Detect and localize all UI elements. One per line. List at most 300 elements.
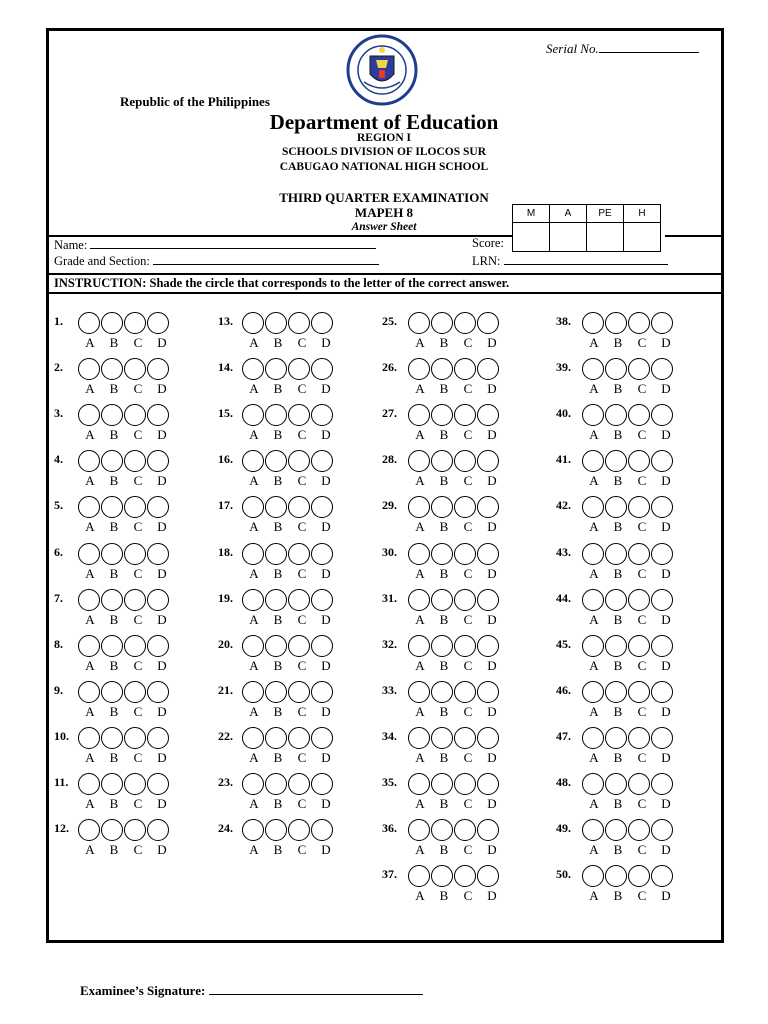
choice-letters [582,381,678,397]
answer-bubble-c[interactable] [288,358,310,380]
choice-letter: D [487,566,497,581]
choice-letter: B [613,381,623,396]
choice-letters [242,612,338,628]
answer-bubble-b[interactable] [265,773,287,795]
question-number: 18. [218,545,233,559]
answer-bubble-b[interactable] [101,589,123,611]
answer-bubble-b[interactable] [605,727,627,749]
answer-bubble-a[interactable] [78,404,100,426]
answer-bubble-a[interactable] [582,681,604,703]
answer-bubble-a[interactable] [78,681,100,703]
answer-bubble-a[interactable] [242,773,264,795]
answer-item [382,635,532,679]
answer-bubble-c[interactable] [454,773,476,795]
answer-bubble-c[interactable] [454,865,476,887]
choice-letter: D [661,658,671,673]
choice-letter: A [589,566,599,581]
choice-letters [242,658,338,674]
answer-bubble-c[interactable] [124,404,146,426]
answer-bubble-b[interactable] [605,589,627,611]
answer-bubble-b[interactable] [431,496,453,518]
answer-bubble-b[interactable] [101,819,123,841]
answer-bubble-a[interactable] [242,727,264,749]
department-title: Department of Education [269,110,499,134]
answer-bubble-b[interactable] [101,404,123,426]
choice-letter: B [109,473,119,488]
answer-bubble-a[interactable] [408,819,430,841]
answer-bubble-a[interactable] [582,543,604,565]
answer-bubble-b[interactable] [431,404,453,426]
choice-letter: D [157,796,167,811]
answer-item [218,496,368,540]
answer-bubble-d[interactable] [651,635,673,657]
answer-bubble-c[interactable] [628,819,650,841]
answer-bubble-c[interactable] [288,543,310,565]
answer-bubble-c[interactable] [628,727,650,749]
answer-bubble-a[interactable] [582,819,604,841]
answer-item [54,358,204,402]
answer-bubble-c[interactable] [628,450,650,472]
component-score-cell[interactable] [513,223,550,252]
answer-bubble-c[interactable] [288,496,310,518]
answer-bubble-a[interactable] [242,543,264,565]
answer-bubble-d[interactable] [477,773,499,795]
answer-bubble-b[interactable] [265,496,287,518]
question-number: 31. [382,591,397,605]
answer-bubble-c[interactable] [454,312,476,334]
choice-letter: D [157,473,167,488]
answer-bubble-a[interactable] [78,819,100,841]
answer-bubble-a[interactable] [408,543,430,565]
answer-bubble-a[interactable] [242,589,264,611]
answer-bubble-c[interactable] [288,404,310,426]
choice-letter: B [613,658,623,673]
answer-bubble-b[interactable] [265,358,287,380]
choice-letter: C [133,335,143,350]
choice-letter: B [439,658,449,673]
question-number: 17. [218,498,233,512]
answer-bubble-c[interactable] [454,404,476,426]
answer-bubble-a[interactable] [242,635,264,657]
answer-bubble-a[interactable] [78,450,100,472]
answer-bubble-b[interactable] [431,450,453,472]
answer-bubble-c[interactable] [124,635,146,657]
answer-bubble-d[interactable] [651,819,673,841]
answer-item [382,358,532,402]
choice-letter: C [297,612,307,627]
choice-letter: A [249,796,259,811]
answer-bubble-b[interactable] [431,312,453,334]
answer-bubble-a[interactable] [582,635,604,657]
answer-bubble-b[interactable] [265,543,287,565]
choice-letters [408,842,504,858]
answer-bubble-b[interactable] [605,404,627,426]
answer-bubble-c[interactable] [124,681,146,703]
answer-bubble-a[interactable] [408,635,430,657]
choice-letters [582,473,678,489]
answer-bubble-b[interactable] [605,312,627,334]
answer-bubble-c[interactable] [628,312,650,334]
answer-bubble-b[interactable] [431,865,453,887]
answer-bubble-d[interactable] [147,543,169,565]
answer-bubble-d[interactable] [477,681,499,703]
answer-bubble-a[interactable] [582,773,604,795]
answer-bubble-a[interactable] [582,727,604,749]
component-score-cell[interactable] [587,223,624,252]
choice-letter: C [297,335,307,350]
answer-item [382,496,532,540]
choice-letter: A [589,473,599,488]
grade-section-blank[interactable] [153,252,379,265]
answer-bubble-d[interactable] [311,450,333,472]
answer-bubble-d[interactable] [651,496,673,518]
choice-letter: B [109,335,119,350]
answer-bubble-d[interactable] [651,589,673,611]
answer-bubble-b[interactable] [265,589,287,611]
answer-bubble-a[interactable] [582,589,604,611]
answer-bubble-c[interactable] [288,727,310,749]
choice-letter: B [439,796,449,811]
choice-letter: D [157,335,167,350]
choice-letters [408,519,504,535]
answer-bubble-d[interactable] [311,681,333,703]
answer-bubble-d[interactable] [477,589,499,611]
answer-bubble-c[interactable] [628,589,650,611]
choice-bubbles [408,358,499,380]
answer-bubble-b[interactable] [431,773,453,795]
answer-bubble-b[interactable] [265,727,287,749]
answer-bubble-d[interactable] [651,312,673,334]
question-number: 46. [556,683,571,697]
choice-letter: C [463,381,473,396]
name-field [54,236,376,253]
answer-bubble-d[interactable] [651,773,673,795]
signature-blank[interactable] [209,982,423,995]
answer-bubble-d[interactable] [311,543,333,565]
answer-bubble-b[interactable] [431,635,453,657]
choice-bubbles [582,865,673,887]
choice-bubbles [242,589,333,611]
answer-bubble-a[interactable] [408,727,430,749]
answer-bubble-d[interactable] [477,543,499,565]
question-number: 47. [556,729,571,743]
answer-bubble-a[interactable] [408,404,430,426]
choice-letters [242,381,338,397]
choice-letter: C [463,566,473,581]
answer-bubble-d[interactable] [311,773,333,795]
score-field [472,236,504,251]
answer-bubble-d[interactable] [311,358,333,380]
answer-bubble-a[interactable] [582,496,604,518]
answer-bubble-d[interactable] [311,312,333,334]
question-number: 37. [382,867,397,881]
answer-bubble-b[interactable] [101,496,123,518]
answer-bubble-d[interactable] [147,727,169,749]
answer-bubble-d[interactable] [311,635,333,657]
choice-letter: D [157,427,167,442]
answer-bubble-c[interactable] [628,865,650,887]
answer-bubble-b[interactable] [101,358,123,380]
answer-bubble-c[interactable] [454,727,476,749]
answer-item [556,635,706,679]
answer-bubble-c[interactable] [124,450,146,472]
answer-bubble-c[interactable] [454,543,476,565]
choice-letters [242,704,338,720]
answer-bubble-c[interactable] [124,773,146,795]
subject-title: MAPEH 8 [354,205,414,220]
choice-letter: C [297,566,307,581]
component-score-cell[interactable] [550,223,587,252]
choice-letter: A [589,842,599,857]
answer-bubble-c[interactable] [628,358,650,380]
answer-bubble-d[interactable] [147,450,169,472]
choice-letter: A [85,335,95,350]
answer-bubble-b[interactable] [605,635,627,657]
choice-letter: B [109,519,119,534]
name-blank[interactable] [90,236,376,249]
answer-item [382,543,532,587]
answer-bubble-d[interactable] [311,589,333,611]
answer-bubble-b[interactable] [101,450,123,472]
answer-bubble-d[interactable] [477,865,499,887]
answer-bubble-c[interactable] [628,543,650,565]
answer-bubble-a[interactable] [242,450,264,472]
answer-bubble-c[interactable] [454,496,476,518]
answer-bubble-a[interactable] [78,358,100,380]
answer-bubble-d[interactable] [477,312,499,334]
choice-letters [78,658,174,674]
answer-sheet-label: Answer Sheet [351,221,417,233]
answer-item [556,312,706,356]
answer-bubble-c[interactable] [628,635,650,657]
answer-bubble-b[interactable] [605,496,627,518]
answer-bubble-a[interactable] [408,681,430,703]
answer-bubble-a[interactable] [78,773,100,795]
answer-bubble-b[interactable] [265,635,287,657]
choice-letter: A [415,519,425,534]
choice-letter: B [613,796,623,811]
answer-bubble-b[interactable] [265,450,287,472]
question-number: 50. [556,867,571,881]
choice-letter: A [415,704,425,719]
answer-bubble-d[interactable] [147,681,169,703]
answer-bubble-c[interactable] [288,312,310,334]
grade-section-label: Grade and Section: [54,254,150,268]
serial-blank[interactable] [599,40,699,53]
answer-bubble-c[interactable] [288,589,310,611]
answer-bubble-d[interactable] [147,589,169,611]
answer-bubble-b[interactable] [431,543,453,565]
answer-bubble-c[interactable] [124,496,146,518]
answer-bubble-a[interactable] [78,635,100,657]
answer-bubble-c[interactable] [124,819,146,841]
answer-bubble-a[interactable] [408,496,430,518]
question-number: 41. [556,452,571,466]
answer-bubble-b[interactable] [605,819,627,841]
answer-bubble-c[interactable] [288,819,310,841]
answer-bubble-c[interactable] [124,727,146,749]
answer-bubble-c[interactable] [628,681,650,703]
choice-bubbles [408,727,499,749]
answer-bubble-d[interactable] [147,819,169,841]
school-label: CABUGAO NATIONAL HIGH SCHOOL [279,161,489,173]
answer-bubble-d[interactable] [147,312,169,334]
answer-bubble-b[interactable] [431,819,453,841]
answer-bubble-b[interactable] [431,681,453,703]
answer-bubble-d[interactable] [651,865,673,887]
answer-bubble-c[interactable] [124,589,146,611]
answer-bubble-c[interactable] [124,312,146,334]
answer-bubble-c[interactable] [454,450,476,472]
answer-bubble-d[interactable] [311,404,333,426]
answer-bubble-a[interactable] [582,358,604,380]
answer-bubble-d[interactable] [147,496,169,518]
answer-bubble-d[interactable] [147,358,169,380]
answer-bubble-a[interactable] [78,589,100,611]
answer-bubble-c[interactable] [288,773,310,795]
answer-bubble-c[interactable] [288,681,310,703]
choice-bubbles [78,358,169,380]
answer-bubble-d[interactable] [477,635,499,657]
answer-bubble-d[interactable] [147,635,169,657]
answer-bubble-b[interactable] [431,727,453,749]
choice-letter: D [321,612,331,627]
answer-bubble-d[interactable] [651,727,673,749]
answer-bubble-a[interactable] [242,312,264,334]
answer-bubble-d[interactable] [477,358,499,380]
answer-bubble-c[interactable] [454,358,476,380]
answer-item [54,450,204,494]
answer-bubble-c[interactable] [454,589,476,611]
question-number: 27. [382,406,397,420]
answer-bubble-b[interactable] [605,358,627,380]
answer-bubble-d[interactable] [477,727,499,749]
answer-bubble-c[interactable] [288,450,310,472]
answer-bubble-b[interactable] [101,727,123,749]
answer-bubble-b[interactable] [605,773,627,795]
answer-bubble-a[interactable] [78,543,100,565]
choice-bubbles [582,543,673,565]
answer-bubble-b[interactable] [101,681,123,703]
answer-bubble-b[interactable] [101,312,123,334]
answer-bubble-c[interactable] [124,543,146,565]
answer-bubble-d[interactable] [651,358,673,380]
answer-bubble-a[interactable] [408,358,430,380]
answer-bubble-c[interactable] [454,819,476,841]
answer-bubble-d[interactable] [477,496,499,518]
answer-bubble-a[interactable] [582,404,604,426]
answer-bubble-b[interactable] [101,543,123,565]
choice-letter: C [133,750,143,765]
answer-bubble-c[interactable] [454,681,476,703]
answer-bubble-a[interactable] [78,312,100,334]
choice-bubbles [582,681,673,703]
choice-bubbles [242,543,333,565]
name-label: Name: [54,238,88,252]
component-score-cell[interactable] [624,223,661,252]
answer-bubble-a[interactable] [242,819,264,841]
answer-bubble-d[interactable] [147,773,169,795]
choice-letter: B [439,427,449,442]
answer-bubble-a[interactable] [242,496,264,518]
choice-bubbles [408,404,499,426]
answer-bubble-a[interactable] [582,865,604,887]
choice-letter: D [661,381,671,396]
answer-bubble-d[interactable] [651,404,673,426]
answer-bubble-b[interactable] [265,404,287,426]
choice-letter: A [415,566,425,581]
answer-item [54,543,204,587]
answer-bubble-b[interactable] [605,865,627,887]
choice-letter: A [85,473,95,488]
choice-letter: A [85,519,95,534]
answer-bubble-a[interactable] [242,358,264,380]
choice-letter: C [637,842,647,857]
answer-bubble-b[interactable] [605,543,627,565]
answer-bubble-c[interactable] [124,358,146,380]
choice-letter: D [487,658,497,673]
answer-bubble-c[interactable] [628,496,650,518]
answer-bubble-a[interactable] [582,312,604,334]
answer-bubble-a[interactable] [78,496,100,518]
answer-bubble-c[interactable] [288,635,310,657]
choice-letters [582,427,678,443]
answer-bubble-c[interactable] [628,773,650,795]
question-number: 33. [382,683,397,697]
answer-bubble-d[interactable] [477,404,499,426]
answer-bubble-a[interactable] [242,404,264,426]
answer-bubble-b[interactable] [265,819,287,841]
answer-bubble-b[interactable] [605,681,627,703]
answer-bubble-c[interactable] [454,635,476,657]
answer-bubble-d[interactable] [147,404,169,426]
answer-bubble-b[interactable] [265,312,287,334]
choice-letters [242,566,338,582]
answer-bubble-a[interactable] [408,450,430,472]
answer-bubble-b[interactable] [101,773,123,795]
answer-bubble-b[interactable] [431,358,453,380]
answer-bubble-d[interactable] [651,681,673,703]
answer-bubble-a[interactable] [408,589,430,611]
answer-bubble-a[interactable] [408,865,430,887]
answer-bubble-a[interactable] [582,450,604,472]
question-number: 23. [218,775,233,789]
choice-letter: C [637,612,647,627]
answer-bubble-c[interactable] [628,404,650,426]
choice-letter: A [415,427,425,442]
choice-letter: B [273,381,283,396]
choice-letter: D [321,427,331,442]
answer-bubble-a[interactable] [408,773,430,795]
answer-bubble-d[interactable] [477,450,499,472]
answer-bubble-b[interactable] [265,681,287,703]
answer-bubble-d[interactable] [311,727,333,749]
answer-bubble-a[interactable] [408,312,430,334]
answer-bubble-b[interactable] [605,450,627,472]
answer-bubble-b[interactable] [431,589,453,611]
choice-letter: B [613,842,623,857]
answer-bubble-d[interactable] [477,819,499,841]
answer-bubble-b[interactable] [101,635,123,657]
answer-bubble-d[interactable] [651,543,673,565]
choice-letter: B [273,612,283,627]
lrn-blank[interactable] [504,252,668,265]
answer-bubble-d[interactable] [651,450,673,472]
answer-bubble-a[interactable] [78,727,100,749]
answer-bubble-a[interactable] [242,681,264,703]
answer-bubble-d[interactable] [311,819,333,841]
answer-bubble-d[interactable] [311,496,333,518]
